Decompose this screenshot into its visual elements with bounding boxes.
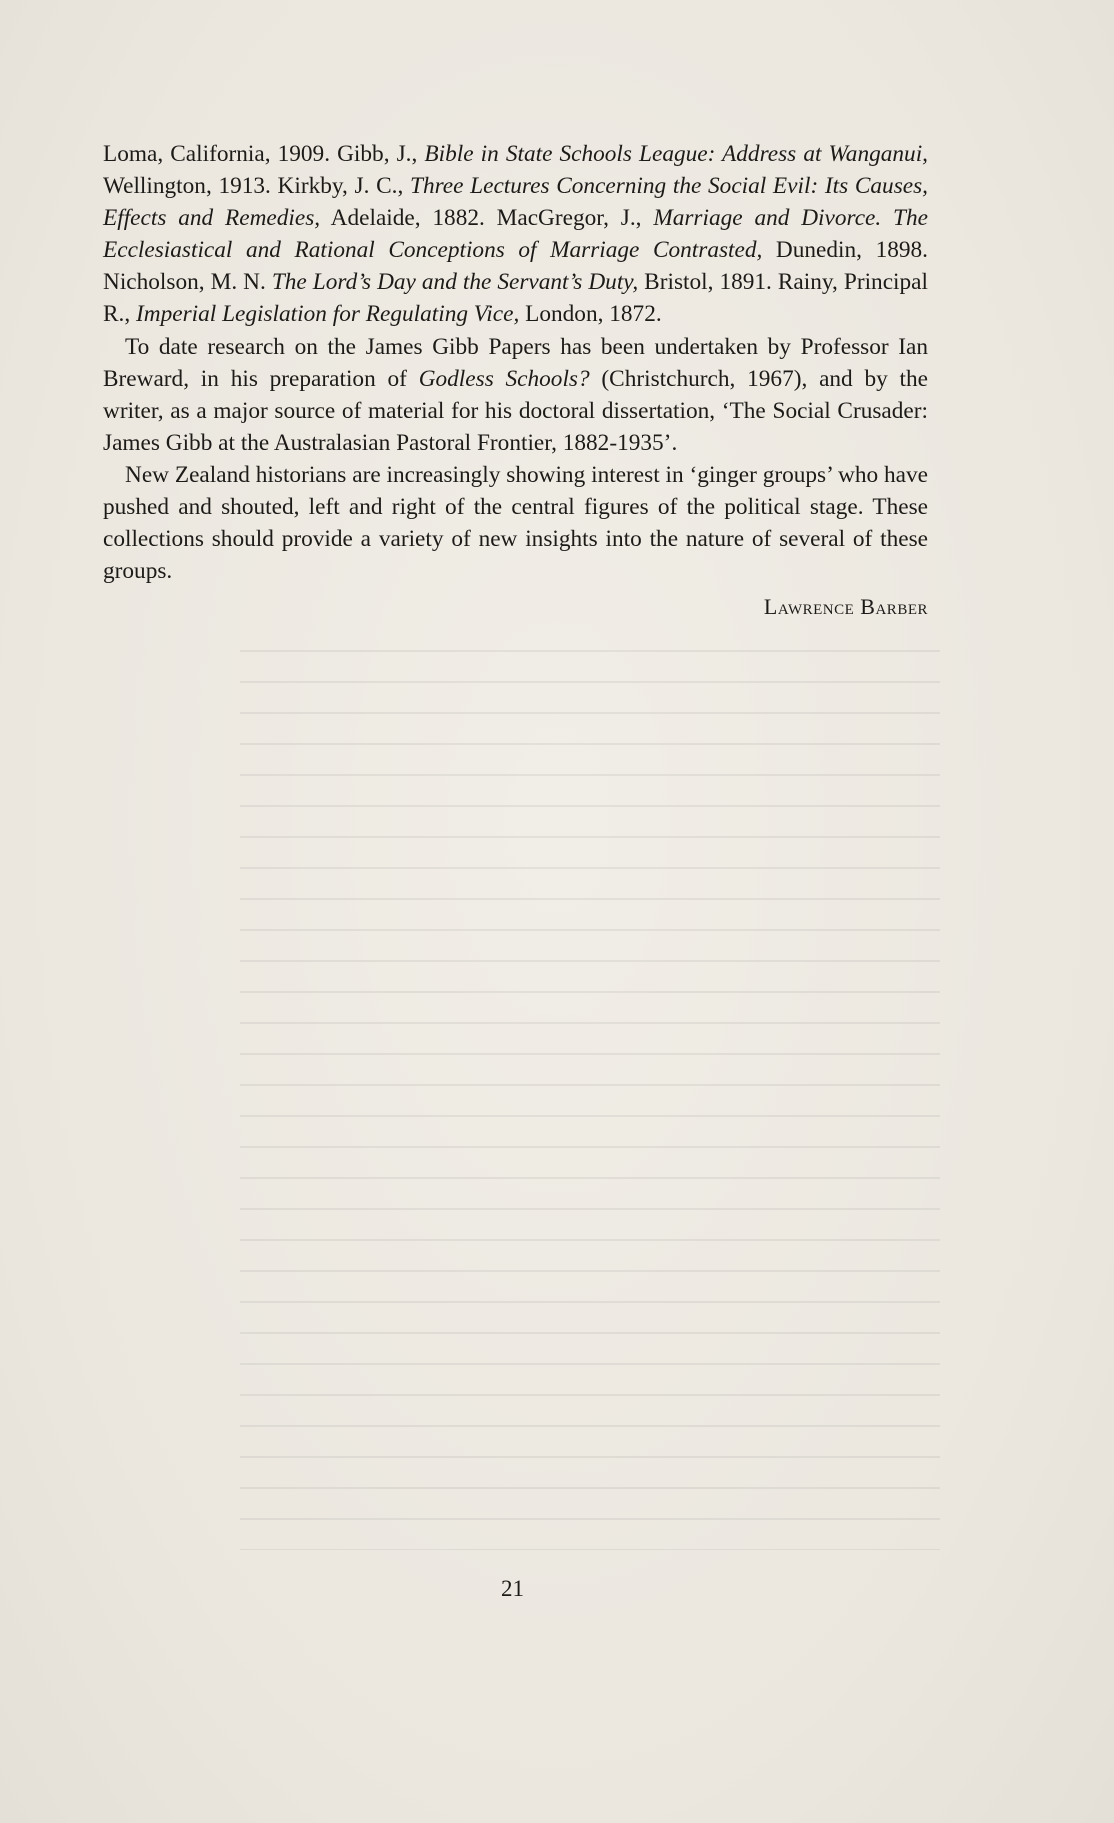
author-signature: Lawrence Barber bbox=[763, 594, 928, 620]
body-text bbox=[103, 138, 928, 623]
page-number: 21 bbox=[501, 1576, 524, 1601]
paragraph-historians: New Zealand historians are increasingly showing interest in ‘ginger groups’ who have pushed and shouted, left and right of the central figures of the political stage. These collections should provide a variety of new insights into the nature of several of these groups. bbox=[103, 461, 928, 585]
paragraph-research: To date research on the James Gibb Papers has been undertaken by Professor Ian Breward, in his preparation of Godless Schools? (Christchurch, 1967), and by the writer, as a major source of material for his doctoral dissertation, ‘The Social Crusader: James Gibb at the Australasian Pastoral Frontier, 1882-1935’. bbox=[103, 333, 929, 456]
show-through-bleed bbox=[240, 650, 940, 1550]
paragraph-references: Loma, California, 1909. Gibb, J., Bible in State Schools League: Address at Wanganui, Wellington, 1913. Kirkby, J. C., Three Lectures Concerning the Social Evil: Its Causes, Effects and Remedies, Adelaide, 1882. MacGregor, J., Marriage and Divorce. The Ecclesiastical and Rational Conceptions of Marriage Contrasted, Dunedin, 1898. Nicholson, M. N. The Lord’s Day and the Servant’s Duty, Bristol, 1891. Rainy, Principal R., Imperial Legislation for Regulating Vice, London, 1872. bbox=[103, 141, 928, 328]
